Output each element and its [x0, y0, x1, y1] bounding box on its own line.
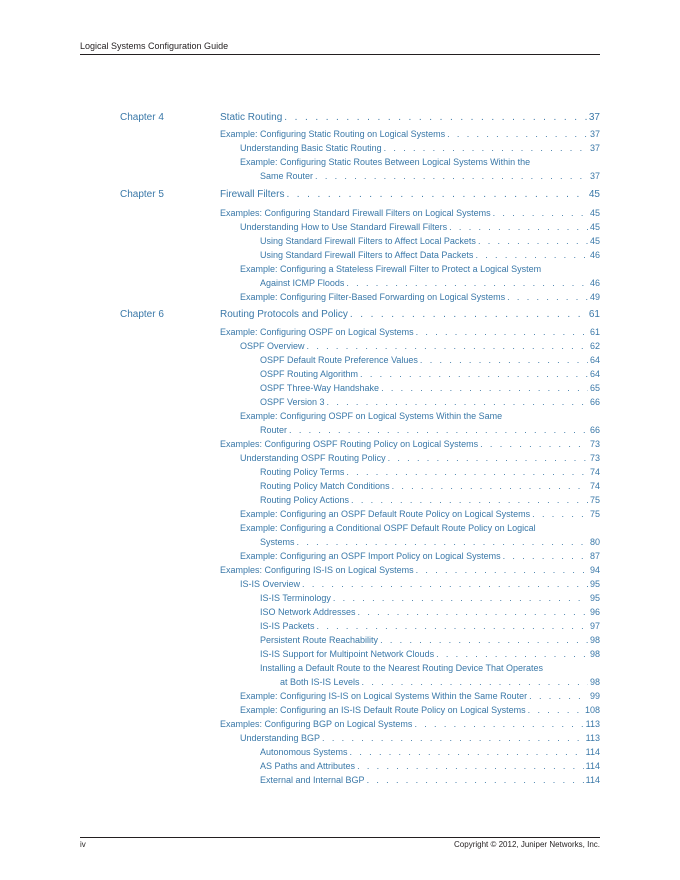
dot-leader: [322, 733, 584, 744]
dot-leader: [381, 383, 588, 394]
toc-entry[interactable]: [240, 551, 600, 562]
toc-entry-title: Static Routing: [220, 112, 283, 123]
toc-entry[interactable]: [260, 250, 600, 261]
dot-leader: [388, 453, 588, 464]
toc-page-number: 114: [585, 761, 600, 771]
dot-leader: [333, 593, 588, 604]
toc-entry-title[interactable]: Example: Configuring Static Routes Between Logical Systems Within the: [240, 157, 531, 167]
dot-leader: [449, 222, 588, 233]
toc-page-number: 45: [589, 236, 600, 246]
toc-entry[interactable]: [240, 292, 600, 303]
toc-entry[interactable]: [260, 355, 600, 366]
toc-entry[interactable]: [260, 495, 600, 506]
dot-leader: [350, 747, 584, 758]
toc-page-number: 74: [589, 467, 600, 477]
toc-page-number: 37: [589, 143, 600, 153]
dot-leader: [358, 607, 588, 618]
toc-entry-title: IS-IS Overview: [240, 579, 301, 589]
toc-chapter-entry[interactable]: [220, 189, 600, 201]
dot-leader: [480, 439, 588, 450]
toc-entry-continuation[interactable]: [260, 171, 600, 182]
toc-entry-title: Routing Policy Terms: [260, 467, 345, 477]
toc-page-number: 96: [589, 607, 600, 617]
dot-leader: [302, 579, 588, 590]
toc-entry-title[interactable]: Example: Configuring a Stateless Firewall Filter to Protect a Logical System: [240, 264, 542, 274]
toc-chapter-entry[interactable]: [220, 112, 600, 124]
toc-entry-title: OSPF Default Route Preference Values: [260, 355, 418, 365]
dot-leader: [362, 677, 588, 688]
toc-page-number: 114: [585, 747, 600, 757]
toc-entry-continuation[interactable]: [260, 537, 600, 548]
dot-leader: [380, 635, 588, 646]
toc-entry[interactable]: [260, 397, 600, 408]
toc-entry-title: Example: Configuring IS-IS on Logical Systems Within the Same Router: [240, 691, 528, 701]
toc-page-number: 99: [589, 691, 600, 701]
toc-page-number: 61: [588, 309, 600, 320]
toc-entry-title-cont: Systems: [260, 537, 295, 547]
toc-entry[interactable]: [220, 327, 600, 338]
toc-entry[interactable]: [260, 621, 600, 632]
dot-leader: [346, 278, 588, 289]
toc-entry[interactable]: [240, 705, 600, 716]
dot-leader: [436, 649, 588, 660]
toc-entry-continuation[interactable]: [260, 278, 600, 289]
toc-entry[interactable]: [260, 369, 600, 380]
toc-entry-title: Understanding BGP: [240, 733, 321, 743]
dot-leader: [420, 355, 588, 366]
footer-page-number: iv: [80, 840, 86, 849]
toc-entry-title: IS-IS Support for Multipoint Network Clouds: [260, 649, 435, 659]
toc-entry-title: Examples: Configuring IS-IS on Logical Systems: [220, 565, 414, 575]
dot-leader: [327, 397, 588, 408]
dot-leader: [286, 189, 586, 201]
dot-leader: [416, 327, 588, 338]
toc-entry-title: Examples: Configuring OSPF Routing Policy on Logical Systems: [220, 439, 479, 449]
toc-page-number: 97: [589, 621, 600, 631]
toc-entry-title: External and Internal BGP: [260, 775, 365, 785]
toc-page-number: 45: [588, 189, 600, 200]
toc-entry-title: ISO Network Addresses: [260, 607, 356, 617]
dot-leader: [289, 425, 588, 436]
toc-entry-title: Understanding Basic Static Routing: [240, 143, 382, 153]
toc-page-number: 98: [589, 677, 600, 687]
toc-entry-title: Example: Configuring Static Routing on Logical Systems: [220, 129, 446, 139]
dot-leader: [493, 208, 588, 219]
toc-page-number: 73: [589, 439, 600, 449]
toc-entry-title: Using Standard Firewall Filters to Affect Local Packets: [260, 236, 476, 246]
toc-entry[interactable]: [240, 509, 600, 520]
toc-entry-title: Example: Configuring an IS-IS Default Route Policy on Logical Systems: [240, 705, 526, 715]
toc-page-number: 98: [589, 635, 600, 645]
toc-entry[interactable]: [260, 607, 600, 618]
toc-page-number: 65: [589, 383, 600, 393]
toc-entry-title: OSPF Three-Way Handshake: [260, 383, 380, 393]
toc-entry[interactable]: [260, 761, 600, 772]
toc-page-number: 80: [589, 537, 600, 547]
toc-entry-title: Example: Configuring OSPF on Logical Systems: [220, 327, 414, 337]
toc-entry-title: Understanding OSPF Routing Policy: [240, 453, 386, 463]
toc-page-number: 37: [589, 171, 600, 181]
toc-entry[interactable]: [240, 579, 600, 590]
toc-page-number: 64: [589, 355, 600, 365]
toc-entry-title: OSPF Routing Algorithm: [260, 369, 359, 379]
toc-entry[interactable]: [240, 341, 600, 352]
toc-page-number: 46: [589, 250, 600, 260]
toc-entry-title: Routing Protocols and Policy: [220, 309, 348, 320]
dot-leader: [367, 775, 584, 786]
toc-entry[interactable]: [260, 649, 600, 660]
dot-leader: [529, 691, 588, 702]
toc-entry-title[interactable]: Installing a Default Route to the Nearest Routing Device That Operates: [260, 663, 543, 673]
chapter-label: Chapter 5: [120, 189, 164, 200]
toc-page-number: 113: [585, 733, 600, 743]
dot-leader: [416, 565, 588, 576]
dot-leader: [447, 129, 588, 140]
toc-chapter-entry[interactable]: [220, 309, 600, 321]
toc-entry-title: Firewall Filters: [220, 189, 285, 200]
toc-entry-title: Example: Configuring Filter-Based Forwarding on Logical Systems: [240, 292, 506, 302]
toc-entry[interactable]: [220, 208, 600, 219]
dot-leader: [503, 551, 588, 562]
toc-entry-title[interactable]: Example: Configuring a Conditional OSPF Default Route Policy on Logical: [240, 523, 536, 533]
toc-page-number: 66: [589, 397, 600, 407]
header-rule: [80, 54, 600, 55]
toc-page-number: 95: [589, 579, 600, 589]
dot-leader: [307, 341, 588, 352]
toc-entry-title: AS Paths and Attributes: [260, 761, 356, 771]
toc-entry-title: Examples: Configuring BGP on Logical Systems: [220, 719, 413, 729]
toc-entry-title: Persistent Route Reachability: [260, 635, 379, 645]
dot-leader: [350, 309, 587, 321]
toc-page-number: 114: [585, 775, 600, 785]
toc-entry[interactable]: [260, 593, 600, 604]
footer-rule: [80, 837, 600, 838]
toc-page-number: 113: [585, 719, 600, 729]
toc-page-number: 46: [589, 278, 600, 288]
toc-entry[interactable]: [260, 236, 600, 247]
toc-entry-title: Routing Policy Actions: [260, 495, 350, 505]
toc-page-number: 94: [589, 565, 600, 575]
toc-entry[interactable]: [260, 747, 600, 758]
toc-entry[interactable]: [220, 719, 600, 730]
toc-entry-title: IS-IS Terminology: [260, 593, 331, 603]
dot-leader: [507, 292, 588, 303]
toc-entry-title-cont: Router: [260, 425, 288, 435]
toc-entry[interactable]: [260, 775, 600, 786]
toc-entry[interactable]: [240, 222, 600, 233]
toc-entry[interactable]: [220, 129, 600, 140]
toc-entry[interactable]: [220, 439, 600, 450]
toc-entry[interactable]: [240, 143, 600, 154]
footer-copyright: Copyright © 2012, Juniper Networks, Inc.: [454, 840, 600, 849]
toc-page-number: 45: [589, 208, 600, 218]
dot-leader: [475, 250, 588, 261]
toc-entry[interactable]: [260, 635, 600, 646]
toc-entry-title: IS-IS Packets: [260, 621, 315, 631]
dot-leader: [532, 509, 588, 520]
dot-leader: [384, 143, 588, 154]
toc-page-number: 62: [589, 341, 600, 351]
toc-entry-title: Using Standard Firewall Filters to Affect Data Packets: [260, 250, 474, 260]
dot-leader: [414, 719, 583, 730]
toc-page-number: 74: [589, 481, 600, 491]
toc-entry-title: Understanding How to Use Standard Firewall Filters: [240, 222, 448, 232]
toc-page-number: 64: [589, 369, 600, 379]
dot-leader: [478, 236, 588, 247]
toc-page-number: 87: [589, 551, 600, 561]
dot-leader: [297, 537, 588, 548]
dot-leader: [284, 112, 587, 124]
chapter-label: Chapter 6: [120, 309, 164, 320]
toc-entry-continuation[interactable]: [280, 677, 600, 688]
toc-page-number: 75: [589, 495, 600, 505]
dot-leader: [392, 481, 588, 492]
toc-page-number: 37: [588, 112, 600, 123]
toc-page-number: 66: [589, 425, 600, 435]
toc-page-number: 37: [589, 129, 600, 139]
toc-entry[interactable]: [220, 565, 600, 576]
toc-page-number: 45: [589, 222, 600, 232]
toc-entry-title: Routing Policy Match Conditions: [260, 481, 390, 491]
toc-page-number: 49: [589, 292, 600, 302]
chapter-label: Chapter 4: [120, 112, 164, 123]
toc-entry-title[interactable]: Example: Configuring OSPF on Logical Systems Within the Same: [240, 411, 503, 421]
toc-page-number: 75: [589, 509, 600, 519]
toc-entry[interactable]: [240, 733, 600, 744]
toc-page-number: 108: [584, 705, 600, 715]
toc-entry[interactable]: [260, 467, 600, 478]
dot-leader: [528, 705, 583, 716]
dot-leader: [351, 495, 588, 506]
dot-leader: [357, 761, 584, 772]
toc-entry-title: Example: Configuring an OSPF Import Policy on Logical Systems: [240, 551, 501, 561]
toc-entry-title-cont: Same Router: [260, 171, 314, 181]
toc-entry-title: OSPF Version 3: [260, 397, 325, 407]
toc-entry-title: Examples: Configuring Standard Firewall Filters on Logical Systems: [220, 208, 491, 218]
dot-leader: [346, 467, 588, 478]
dot-leader: [315, 171, 588, 182]
toc-page-number: 95: [589, 593, 600, 603]
toc-page-number: 61: [589, 327, 600, 337]
toc-entry[interactable]: [240, 453, 600, 464]
dot-leader: [317, 621, 588, 632]
toc-entry[interactable]: [260, 383, 600, 394]
toc-page-number: 98: [589, 649, 600, 659]
toc-entry-title-cont: at Both IS-IS Levels: [280, 677, 360, 687]
dot-leader: [360, 369, 588, 380]
toc-page-number: 73: [589, 453, 600, 463]
toc-entry-title-cont: Against ICMP Floods: [260, 278, 345, 288]
toc-entry-continuation[interactable]: [260, 425, 600, 436]
toc-entry-title: Autonomous Systems: [260, 747, 348, 757]
toc-entry-title: OSPF Overview: [240, 341, 305, 351]
toc-entry[interactable]: [240, 691, 600, 702]
toc-entry[interactable]: [260, 481, 600, 492]
toc-entry-title: Example: Configuring an OSPF Default Route Policy on Logical Systems: [240, 509, 531, 519]
running-header: Logical Systems Configuration Guide: [80, 41, 229, 51]
